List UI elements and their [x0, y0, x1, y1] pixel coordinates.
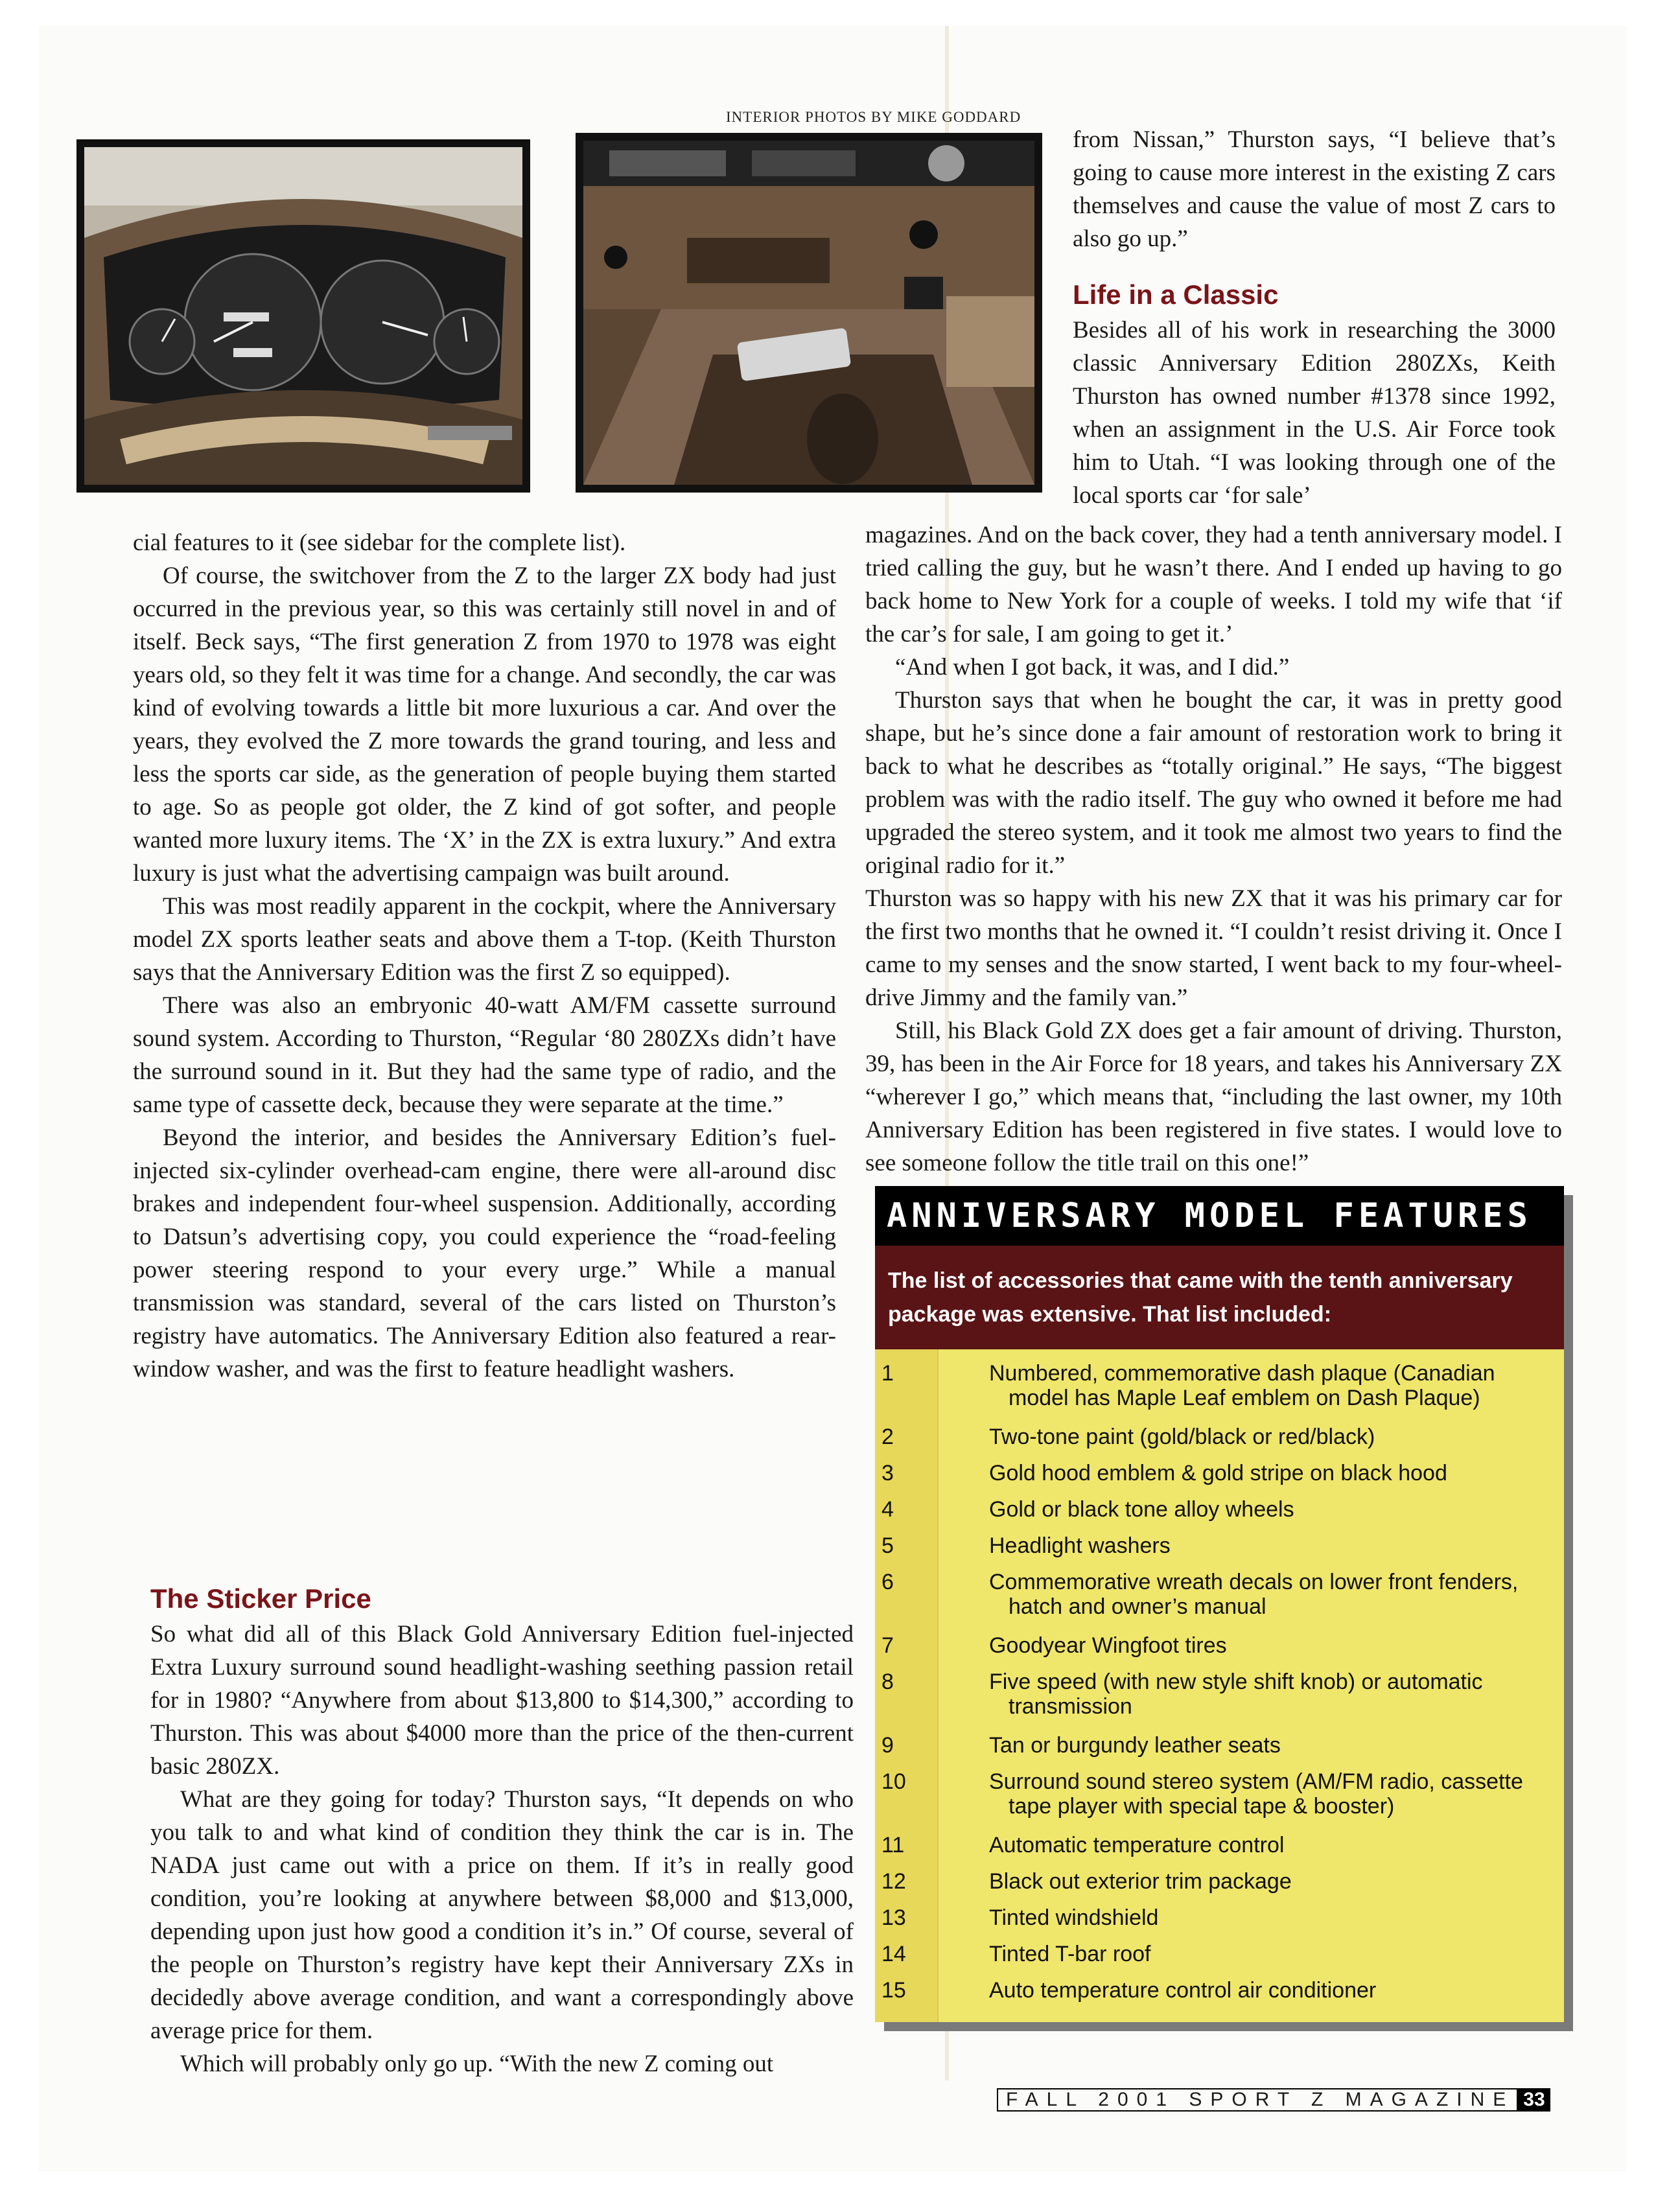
feature-number: 11: [881, 1833, 905, 1857]
console-photo: [576, 133, 1042, 493]
feature-line-continued: hatch and owner’s manual: [1009, 1594, 1266, 1619]
feature-text: [989, 1869, 1534, 1894]
feature-text: [989, 1905, 1534, 1930]
feature-text: [989, 1670, 1534, 1719]
feature-text: [989, 1533, 1534, 1558]
feature-number: 8: [881, 1670, 894, 1694]
feature-text: [989, 1425, 1534, 1449]
paragraph: Which will probably only go up. “With the new Z coming out: [180, 2051, 774, 2077]
feature-line: Commemorative wreath decals on lower front fenders,: [989, 1570, 1519, 1594]
section-heading: Life in a Classic: [1073, 279, 1279, 310]
feature-line: Surround sound stereo system (AM/FM radio, cassette: [989, 1769, 1523, 1794]
feature-number: 4: [881, 1497, 894, 1522]
feature-line: Gold or black tone alloy wheels: [989, 1497, 1294, 1522]
feature-line: Gold hood emblem & gold stripe on black hood: [989, 1461, 1447, 1485]
feature-line: Two-tone paint (gold/black or red/black): [989, 1425, 1375, 1449]
page-footer: [997, 2088, 1550, 2112]
paragraph: magazines. And on the back cover, they had a tenth anniversary model. I tried calling the guy, but he wasn’t there. And I ended up having to go back home to New York for a couple of weeks. I told my wife that ‘if the car’s for sale, I am going to get it.’: [865, 522, 1562, 647]
paragraph: Thurston says that when he bought the car, it was in pretty good shape, but he’s since done a fair amount of restoration work to bring it back to what he describes as “totally original.” He says, “The biggest problem was with the radio itself. The guy who owned it before me had upgraded the stereo system, and it took me almost two years to find the original radio for it.”: [865, 687, 1562, 879]
feature-line: Black out exterior trim package: [989, 1869, 1292, 1894]
feature-text: [989, 1633, 1534, 1658]
paragraph: Thurston was so happy with his new ZX that it was his primary car for the first two months that he owned it. “I couldn’t resist driving it. Once I came to my senses and the snow started, I went back to my four-wheel-drive Jimmy and the family van.”: [865, 885, 1562, 1011]
feature-line-continued: model has Maple Leaf emblem on Dash Plaque): [1009, 1386, 1480, 1410]
feature-number: 6: [881, 1570, 894, 1594]
paragraph: What are they going for today? Thurston says, “It depends on who you talk to and what kind of condition they think the car is in. The NADA just came out with a price on them. If it’s in really good condition, you’re looking at anywhere between $8,000 and $13,000, depending upon just how good a condition it’s in.” Of course, several of the people on Thurston’s registry have kept their Anniversary ZXs in decidedly above average condition, and want a correspondingly above average price for them.: [150, 1786, 854, 2044]
magazine-name: FALL 2001 SPORT Z MAGAZINE: [997, 2088, 1518, 2112]
feature-text: [989, 1497, 1534, 1522]
feature-line: Headlight washers: [989, 1533, 1171, 1558]
dashboard-illustration: [84, 147, 522, 485]
feature-text: [989, 1461, 1534, 1485]
feature-line-continued: tape player with special tape & booster): [1009, 1794, 1395, 1819]
feature-line-continued: transmission: [1009, 1694, 1132, 1719]
section-heading: The Sticker Price: [150, 1583, 371, 1614]
feature-number: 10: [881, 1769, 906, 1794]
paragraph: So what did all of this Black Gold Anniversary Edition fuel-injected Extra Luxury surround sound headlight-washing seething passion retail for in 1980? “Anywhere from about $13,800 to $14,300,” according to Thurston. This was about $4000 more than the price of the then-current basic 280ZX.: [150, 1621, 854, 1780]
feature-line: Tinted T-bar roof: [989, 1942, 1151, 1966]
right-column-main: [865, 518, 1562, 1180]
feature-text: [989, 1570, 1534, 1619]
paragraph: Still, his Black Gold ZX does get a fair amount of driving. Thurston, 39, has been in the Air Force for 18 years, and takes his Anniversary ZX “wherever I go,” which means that, “including the last owner, my 10th Anniversary Edition has been registered in five states. I would love to see someone follow the title trail on this one!”: [865, 1018, 1562, 1176]
feature-line: Tinted windshield: [989, 1905, 1159, 1930]
feature-text: [989, 1733, 1534, 1758]
features-sidebar: [875, 1186, 1564, 2022]
paragraph: Besides all of his work in researching the 3000 classic Anniversary Edition 280ZXs, Keith Thurston has owned number #1378 since 1992, when an assignment in the U.S. Air Force took him to Utah. “I was looking through one of the local sports car ‘for sale’: [1073, 317, 1556, 509]
feature-number: 2: [881, 1425, 894, 1449]
feature-line: Auto temperature control air conditioner: [989, 1978, 1377, 2003]
feature-number: 13: [881, 1905, 906, 1930]
console-illustration: [583, 141, 1034, 485]
feature-number: 1: [881, 1361, 894, 1386]
feature-text: [989, 1833, 1534, 1857]
feature-text: [989, 1361, 1534, 1410]
sidebar-title: ANNIVERSARY MODEL FEATURES: [875, 1186, 1564, 1246]
right-column-top: [1073, 123, 1556, 512]
feature-number: 14: [881, 1942, 906, 1966]
paragraph: Beyond the interior, and besides the Anniversary Edition’s fuel-injected six-cylinder overhead-cam engine, there were all-around disc brakes and independent four-wheel suspension. Additionally, according to Datsun’s advertising copy, you could experience the “road-feeling power steering respond to your every urge.” While a manual transmission was standard, several of the cars listed on Thurston’s registry have automatics. The Anniversary Edition also featured a rear-window washer, and was the first to feature headlight washers.: [133, 1124, 836, 1382]
paragraph: There was also an embryonic 40-watt AM/FM cassette surround sound system. According to Thurston, “Regular ‘80 280ZXs didn’t have the surround sound in it. But they had the same type of radio, and the same type of cassette deck, because they were separate at the time.”: [133, 992, 836, 1118]
feature-text: [989, 1942, 1534, 1966]
paragraph: Of course, the switchover from the Z to the larger ZX body had just occurred in the previous year, so this was certainly still novel in and of itself. Beck says, “The first generation Z from 1970 to 1978 was eight years old, so they felt it was time for a change. And secondly, the car was kind of evolving towards a little bit more luxurious a car. And over the years, they evolved the Z more towards the grand touring, and less and less the sports car side, as the generation of people buying them started to age. So as people got older, the Z kind of got softer, and people wanted more luxury items. The ‘X’ in the ZX is extra luxury.” And extra luxury is just what the advertising campaign was built around.: [133, 563, 836, 887]
feature-line: Goodyear Wingfoot tires: [989, 1633, 1227, 1658]
dashboard-photo: [76, 139, 530, 493]
photo-credit: INTERIOR PHOTOS BY MIKE GODDARD: [726, 109, 1021, 125]
feature-number: 15: [881, 1978, 906, 2003]
feature-number: 12: [881, 1869, 906, 1894]
paragraph: from Nissan,” Thurston says, “I believe that’s going to cause more interest in the existing Z cars themselves and cause the value of most Z cars to also go up.”: [1073, 126, 1556, 252]
left-column-sticker: [150, 1581, 854, 2080]
paragraph: cial features to it (see sidebar for the complete list).: [133, 530, 626, 556]
feature-line: Five speed (with new style shift knob) or automatic: [989, 1670, 1483, 1694]
feature-line: Automatic temperature control: [989, 1833, 1285, 1857]
features-list: [875, 1349, 1564, 2022]
feature-text: [989, 1978, 1534, 2003]
page-number: 33: [1518, 2088, 1550, 2112]
feature-number: 3: [881, 1461, 894, 1485]
paragraph: “And when I got back, it was, and I did.”: [895, 654, 1290, 681]
feature-line: Tan or burgundy leather seats: [989, 1733, 1281, 1758]
feature-text: [989, 1769, 1534, 1819]
left-column-top: [133, 526, 836, 1386]
sidebar-intro: The list of accessories that came with the tenth anniversary package was extensive. That list included:: [875, 1246, 1564, 1349]
paragraph: This was most readily apparent in the cockpit, where the Anniversary model ZX sports leather seats and above them a T-top. (Keith Thurston says that the Anniversary Edition was the first Z so equipped).: [133, 893, 836, 986]
feature-number: 9: [881, 1733, 894, 1758]
feature-line: Numbered, commemorative dash plaque (Canadian: [989, 1361, 1495, 1386]
feature-number: 5: [881, 1533, 894, 1558]
feature-number: 7: [881, 1633, 894, 1658]
